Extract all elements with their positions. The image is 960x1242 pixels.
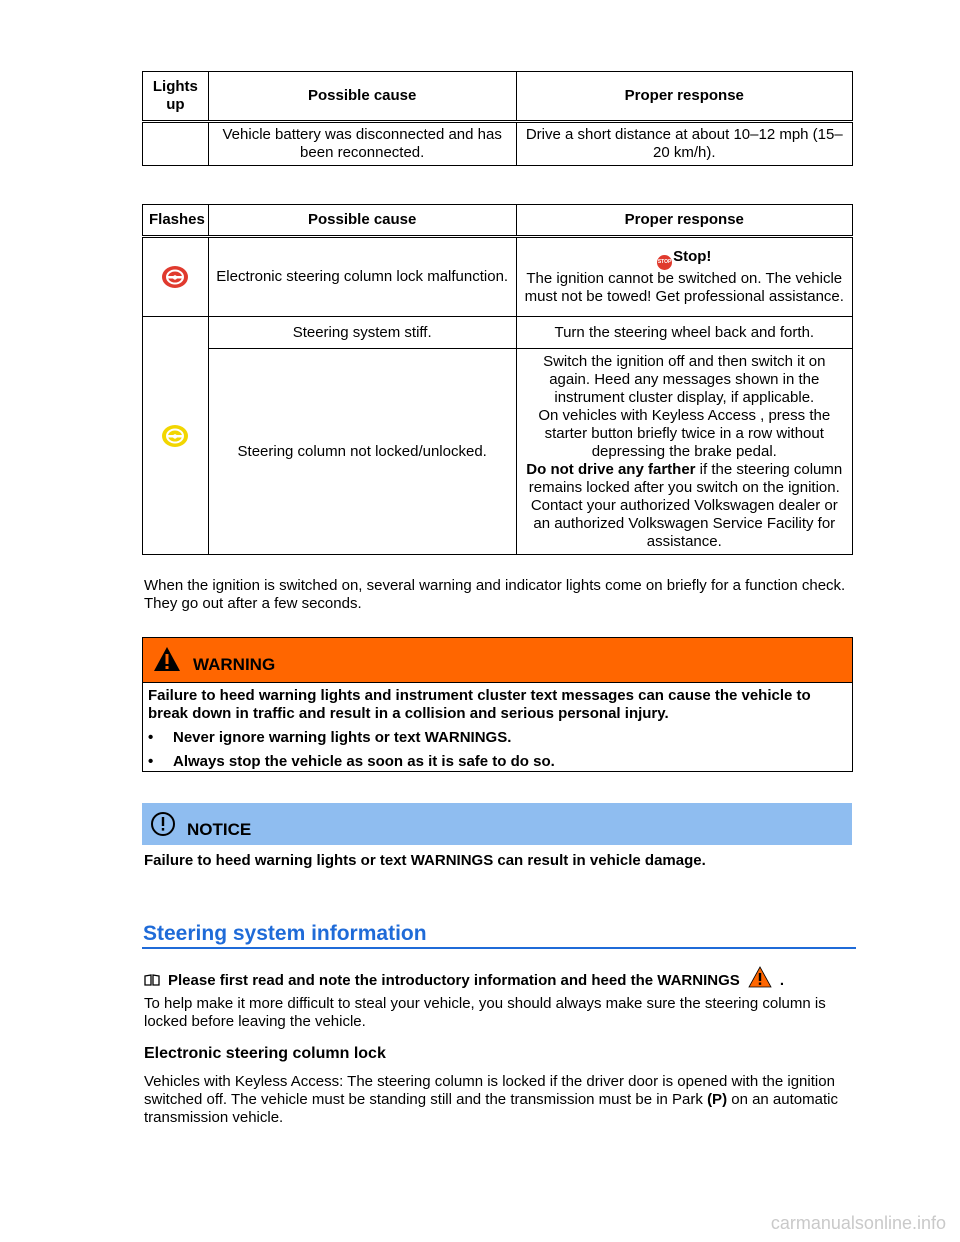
subsection-paragraph: Vehicles with Keyless Access: The steering column is locked if the driver door is opened with the ignition switched off. The vehicle must be standing still and the transmission must be in Park (P) on an automatic transmission vehicle. xyxy=(144,1073,838,1126)
warning-triangle-icon xyxy=(153,646,181,672)
response-cell: Turn the steering wheel back and forth. xyxy=(516,317,852,349)
response-cell: Drive a short distance at about 10–12 mph (15–20 km/h). xyxy=(516,122,852,166)
warning-header xyxy=(143,638,852,683)
response-text: Switch the ignition off and then switch it on again. Heed any messages shown in the instrument cluster display, if applicable. xyxy=(543,352,826,406)
notice-title: NOTICE xyxy=(187,820,252,839)
warning-text: Failure to heed warning lights and instrument cluster text messages can cause the vehicle to break down in traffic and result in a collision and serious personal injury. xyxy=(148,687,811,722)
warning-box xyxy=(142,637,853,772)
warning-bullet: • Never ignore warning lights or text WARNINGS. xyxy=(148,729,512,746)
watermark: carmanualsonline.info xyxy=(770,1213,946,1233)
steering-wheel-red-icon xyxy=(161,265,189,289)
cause-cell: Steering column not locked/unlocked. xyxy=(208,349,516,555)
icon-cell xyxy=(143,237,209,317)
header-possible-cause: Possible cause xyxy=(208,205,516,237)
lights-up-table xyxy=(142,71,853,166)
notice-header xyxy=(142,803,852,845)
section-paragraph: To help make it more difficult to steal your vehicle, you should always make sure the steering column is locked before leaving the vehicle. xyxy=(144,995,826,1030)
warning-triangle-icon xyxy=(748,966,772,988)
warning-title: WARNING xyxy=(193,655,276,674)
header-flashes: Flashes xyxy=(143,205,209,237)
flashes-table xyxy=(142,204,853,555)
header-possible-cause: Possible cause xyxy=(208,72,516,122)
stop-title: Stop! xyxy=(673,248,712,265)
notice-text: Failure to heed warning lights or text WARNINGS can result in vehicle damage. xyxy=(144,852,706,869)
book-icon xyxy=(144,974,160,986)
section-title: Steering system information xyxy=(143,922,427,945)
steering-wheel-yellow-icon xyxy=(161,424,189,448)
intro-paragraph: When the ignition is switched on, several warning and indicator lights come on briefly for a function check. They go out after a few seconds. xyxy=(144,577,846,612)
header-proper-response: Proper response xyxy=(516,72,852,122)
response-text: The ignition cannot be switched on. The vehicle must not be towed! Get professional assistance. xyxy=(524,270,844,305)
section-divider xyxy=(142,947,856,949)
cause-cell: Electronic steering column lock malfunction. xyxy=(208,237,516,317)
icon-cell xyxy=(143,317,209,555)
response-cell xyxy=(516,237,852,317)
cause-cell: Vehicle battery was disconnected and has been reconnected. xyxy=(208,122,516,166)
icon-cell-empty xyxy=(143,122,209,166)
header-proper-response: Proper response xyxy=(516,205,852,237)
response-text: Do not drive any farther if the steering column remains locked after you switch on the ignition. Contact your authorized Volkswagen dealer or an authorized Volkswagen Service Facility for assistance. xyxy=(526,460,843,550)
stop-icon: STOP xyxy=(657,255,672,270)
response-emphasis: Do not drive any farther xyxy=(526,460,696,478)
notice-exclamation-icon xyxy=(150,811,176,837)
response-cell xyxy=(516,349,852,555)
warning-bullet: • Always stop the vehicle as soon as it is safe to do so. xyxy=(148,753,555,770)
cause-cell: Steering system stiff. xyxy=(208,317,516,349)
response-text: On vehicles with Keyless Access , press the starter button briefly twice in a row without depressing the brake pedal. xyxy=(538,406,831,460)
header-lights-up: Lights up xyxy=(143,72,209,122)
read-first-note: Please first read and note the introductory information and heed the WARNINGS . xyxy=(144,966,784,990)
warning-body xyxy=(143,683,852,771)
subsection-title: Electronic steering column lock xyxy=(144,1045,386,1062)
